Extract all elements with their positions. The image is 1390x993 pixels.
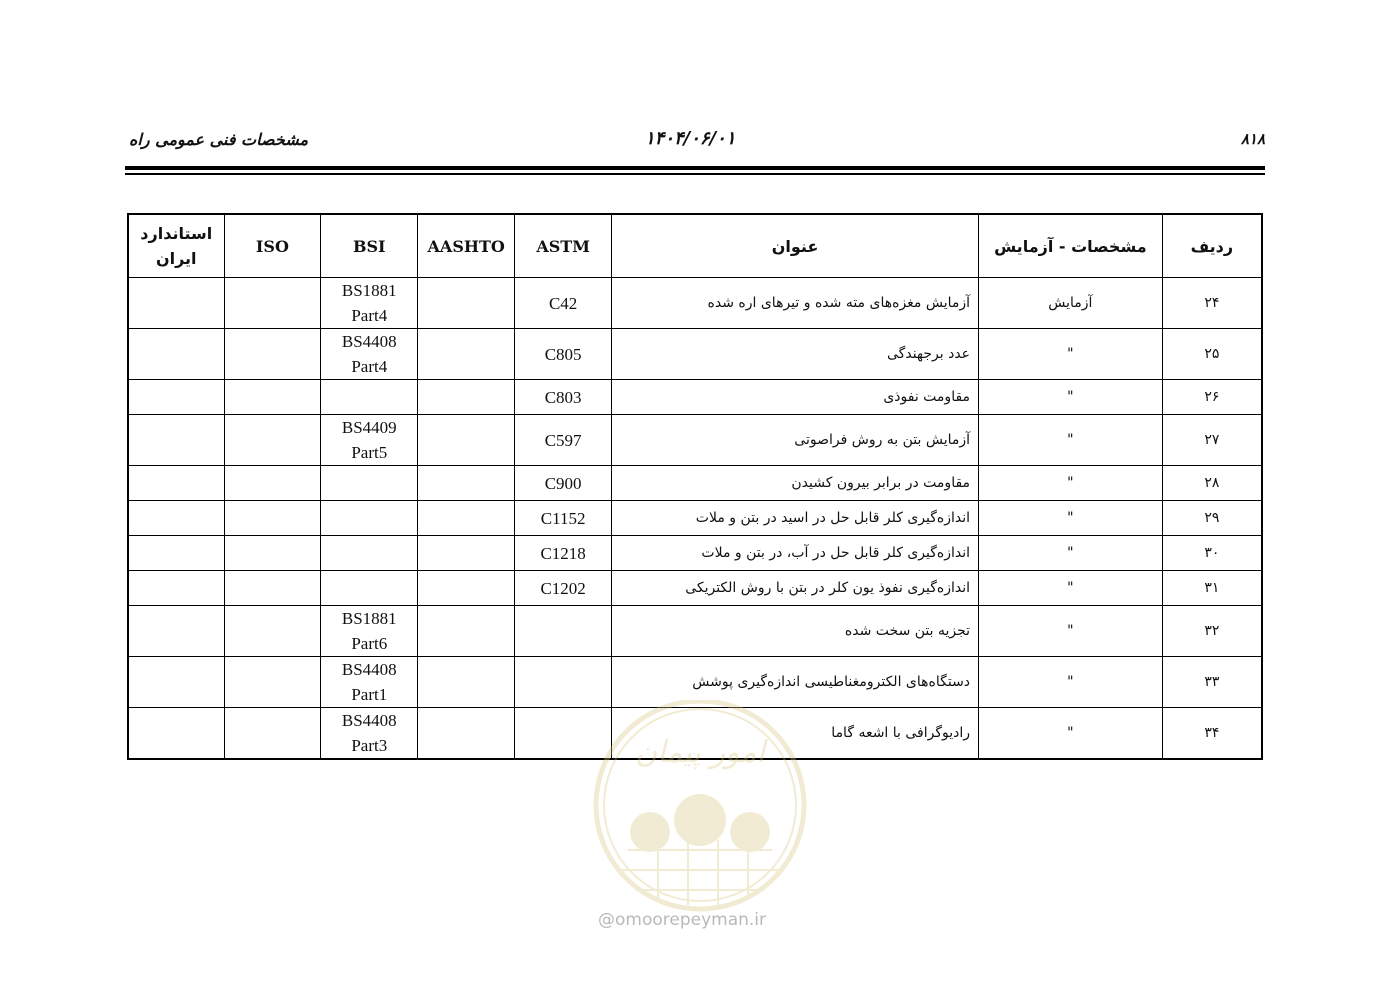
header-iso: ISO bbox=[224, 214, 321, 278]
cell-astm: C805 bbox=[515, 329, 612, 380]
cell-title: رادیوگرافی با اشعه گاما bbox=[612, 708, 979, 760]
cell-astm: C803 bbox=[515, 380, 612, 415]
cell-bsi bbox=[321, 466, 418, 501]
header-spec: مشخصات - آزمایش bbox=[979, 214, 1163, 278]
cell-title: آزمایش مغزه‌های مته شده و تیرهای اره شده bbox=[612, 278, 979, 329]
table-row bbox=[128, 380, 1262, 415]
cell-bsi bbox=[321, 329, 418, 380]
bsi-part: Part6 bbox=[351, 634, 388, 653]
table-row bbox=[128, 329, 1262, 380]
cell-aashto bbox=[418, 329, 515, 380]
cell-iso bbox=[224, 571, 321, 606]
page-header bbox=[125, 122, 1265, 162]
header-title: عنوان bbox=[612, 214, 979, 278]
bsi-code: BS4408 bbox=[341, 711, 397, 730]
table-row bbox=[128, 606, 1262, 657]
cell-bsi bbox=[321, 571, 418, 606]
cell-aashto bbox=[418, 415, 515, 466]
header-astm: ASTM bbox=[515, 214, 612, 278]
cell-aashto bbox=[418, 278, 515, 329]
cell-iran-standard bbox=[128, 657, 224, 708]
cell-spec: " bbox=[979, 606, 1163, 657]
cell-iso bbox=[224, 329, 321, 380]
table-row bbox=[128, 278, 1262, 329]
cell-spec: " bbox=[979, 501, 1163, 536]
watermark-handle: @omoorepeyman.ir bbox=[598, 910, 767, 930]
cell-spec: " bbox=[979, 571, 1163, 606]
header-bsi: BSI bbox=[321, 214, 418, 278]
header-iran-line2: ایران bbox=[155, 249, 197, 268]
cell-aashto bbox=[418, 380, 515, 415]
cell-title: اندازه‌گیری کلر قابل حل در آب، در بتن و ملات bbox=[612, 536, 979, 571]
header-row-number: ردیف bbox=[1162, 214, 1262, 278]
table-body bbox=[128, 278, 1262, 760]
cell-bsi bbox=[321, 380, 418, 415]
cell-aashto bbox=[418, 501, 515, 536]
cell-astm bbox=[515, 606, 612, 657]
table-row bbox=[128, 571, 1262, 606]
cell-astm: C1218 bbox=[515, 536, 612, 571]
cell-title: عدد برجهندگی bbox=[612, 329, 979, 380]
cell-title: مقاومت در برابر بیرون کشیدن bbox=[612, 466, 979, 501]
table-header-row bbox=[128, 214, 1262, 278]
cell-spec: " bbox=[979, 466, 1163, 501]
header-rule-thin bbox=[125, 173, 1265, 175]
cell-title: دستگاه‌های الکترومغناطیسی اندازه‌گیری پوشش bbox=[612, 657, 979, 708]
cell-spec: " bbox=[979, 380, 1163, 415]
cell-title: تجزیه بتن سخت شده bbox=[612, 606, 979, 657]
cell-iso bbox=[224, 380, 321, 415]
bsi-code: BS1881 bbox=[341, 609, 397, 628]
table-row bbox=[128, 466, 1262, 501]
cell-iran-standard bbox=[128, 708, 224, 760]
cell-spec: " bbox=[979, 329, 1163, 380]
cell-iran-standard bbox=[128, 536, 224, 571]
header-iran-standard bbox=[128, 214, 224, 278]
bsi-code: BS1881 bbox=[341, 281, 397, 300]
table-row bbox=[128, 415, 1262, 466]
cell-row-number: ۳۳ bbox=[1162, 657, 1262, 708]
cell-aashto bbox=[418, 571, 515, 606]
bsi-code: BS4408 bbox=[341, 660, 397, 679]
cell-bsi bbox=[321, 657, 418, 708]
bsi-part: Part4 bbox=[351, 306, 388, 325]
cell-title: اندازه‌گیری نفوذ یون کلر در بتن با روش الکتریکی bbox=[612, 571, 979, 606]
cell-title: مقاومت نفوذی bbox=[612, 380, 979, 415]
cell-astm bbox=[515, 657, 612, 708]
cell-aashto bbox=[418, 657, 515, 708]
cell-astm: C900 bbox=[515, 466, 612, 501]
cell-astm bbox=[515, 708, 612, 760]
cell-title: اندازه‌گیری کلر قابل حل در اسید در بتن و ملات bbox=[612, 501, 979, 536]
cell-iran-standard bbox=[128, 380, 224, 415]
cell-iso bbox=[224, 536, 321, 571]
cell-iso bbox=[224, 415, 321, 466]
cell-row-number: ۲۹ bbox=[1162, 501, 1262, 536]
cell-row-number: ۲۷ bbox=[1162, 415, 1262, 466]
cell-row-number: ۳۱ bbox=[1162, 571, 1262, 606]
standards-table bbox=[127, 213, 1263, 760]
cell-iran-standard bbox=[128, 606, 224, 657]
cell-iran-standard bbox=[128, 278, 224, 329]
header-iran-line1: استاندارد bbox=[140, 224, 213, 243]
cell-spec: " bbox=[979, 657, 1163, 708]
cell-aashto bbox=[418, 708, 515, 760]
cell-iso bbox=[224, 501, 321, 536]
cell-aashto bbox=[418, 606, 515, 657]
cell-spec: " bbox=[979, 536, 1163, 571]
cell-iso bbox=[224, 708, 321, 760]
cell-row-number: ۲۵ bbox=[1162, 329, 1262, 380]
cell-bsi bbox=[321, 606, 418, 657]
header-rule-thick bbox=[125, 166, 1265, 170]
cell-row-number: ۳۲ bbox=[1162, 606, 1262, 657]
table-row bbox=[128, 657, 1262, 708]
document-title: مشخصات فنی عمومی راه bbox=[129, 130, 309, 149]
cell-iran-standard bbox=[128, 329, 224, 380]
cell-iso bbox=[224, 278, 321, 329]
table-row bbox=[128, 708, 1262, 760]
table-row bbox=[128, 536, 1262, 571]
cell-iran-standard bbox=[128, 571, 224, 606]
cell-iso bbox=[224, 657, 321, 708]
cell-spec: " bbox=[979, 708, 1163, 760]
cell-astm: C597 bbox=[515, 415, 612, 466]
header-date: ۱۴۰۴/۰۶/۰۱ bbox=[645, 128, 736, 149]
table-row bbox=[128, 501, 1262, 536]
cell-aashto bbox=[418, 536, 515, 571]
cell-bsi bbox=[321, 501, 418, 536]
cell-astm: C1152 bbox=[515, 501, 612, 536]
cell-bsi bbox=[321, 708, 418, 760]
page-number: ۸۱۸ bbox=[1240, 130, 1265, 148]
cell-bsi bbox=[321, 278, 418, 329]
cell-aashto bbox=[418, 466, 515, 501]
cell-iran-standard bbox=[128, 466, 224, 501]
cell-astm: C1202 bbox=[515, 571, 612, 606]
cell-spec: " bbox=[979, 415, 1163, 466]
cell-iran-standard bbox=[128, 501, 224, 536]
cell-row-number: ۲۶ bbox=[1162, 380, 1262, 415]
cell-row-number: ۳۴ bbox=[1162, 708, 1262, 760]
bsi-part: Part1 bbox=[351, 685, 388, 704]
cell-row-number: ۲۸ bbox=[1162, 466, 1262, 501]
bsi-part: Part5 bbox=[351, 443, 388, 462]
cell-title: آزمایش بتن به روش فراصوتی bbox=[612, 415, 979, 466]
cell-iso bbox=[224, 466, 321, 501]
cell-bsi bbox=[321, 536, 418, 571]
watermark-logo-text: امور پیمان bbox=[635, 735, 765, 770]
bsi-part: Part3 bbox=[351, 736, 388, 755]
cell-bsi bbox=[321, 415, 418, 466]
cell-iso bbox=[224, 606, 321, 657]
bsi-code: BS4409 bbox=[341, 418, 397, 437]
cell-row-number: ۲۴ bbox=[1162, 278, 1262, 329]
cell-row-number: ۳۰ bbox=[1162, 536, 1262, 571]
header-aashto: AASHTO bbox=[418, 214, 515, 278]
cell-spec: آزمایش bbox=[979, 278, 1163, 329]
bsi-part: Part4 bbox=[351, 357, 388, 376]
cell-astm: C42 bbox=[515, 278, 612, 329]
bsi-code: BS4408 bbox=[341, 332, 397, 351]
cell-iran-standard bbox=[128, 415, 224, 466]
